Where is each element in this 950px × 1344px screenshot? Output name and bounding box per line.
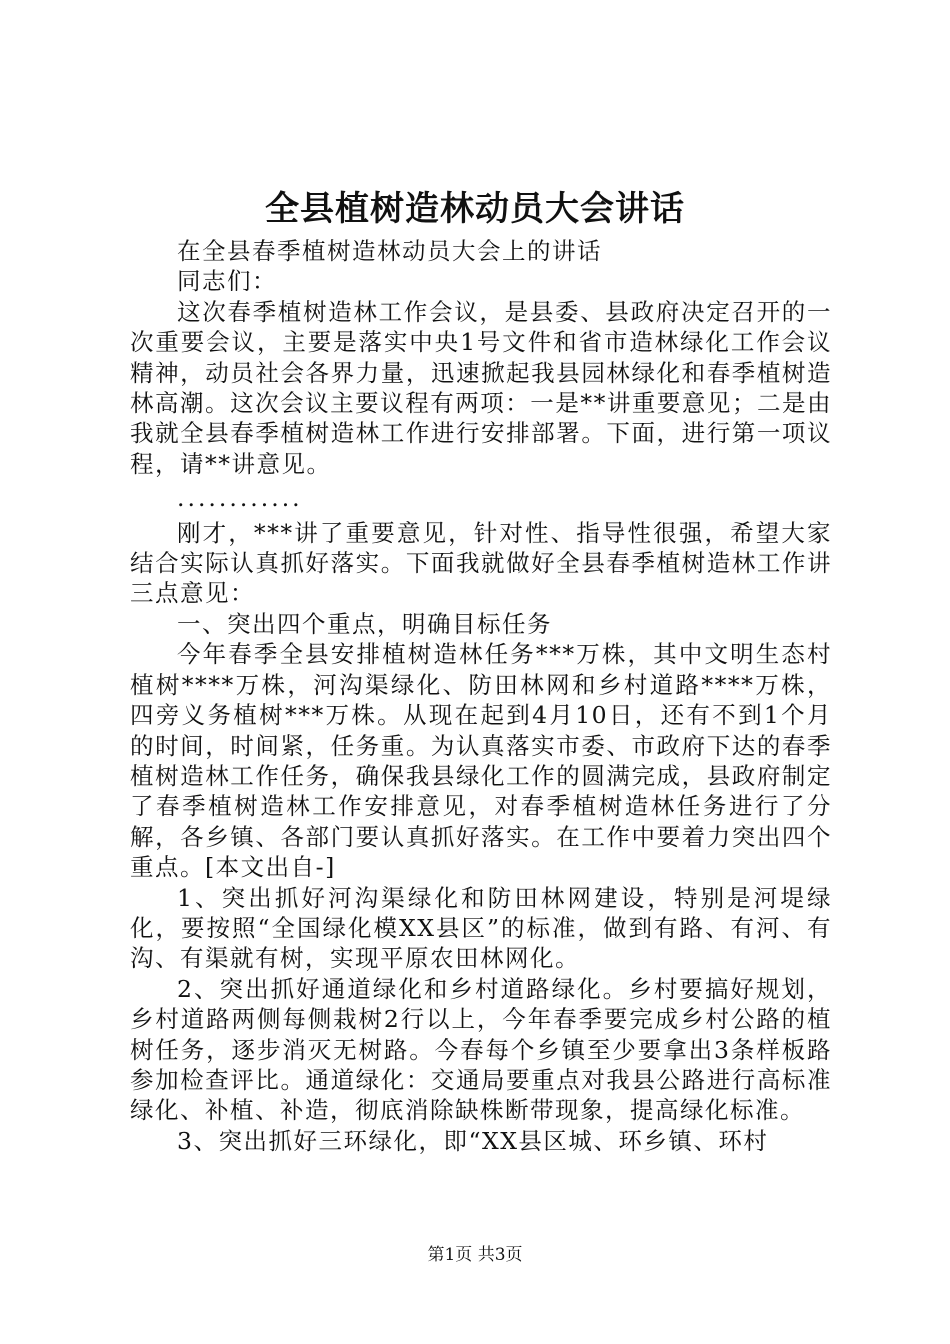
paragraph-opinions: 刚才，***讲了重要意见，针对性、指导性很强，希望大家结合实际认真抓好落实。下面我就做好全县春季植树造林工作讲三点意见： bbox=[130, 518, 832, 608]
page-indicator: 第1页 共3页 bbox=[427, 1245, 523, 1265]
list-item-1: 1、突出抓好河沟渠绿化和防田林网建设，特别是河堤绿化，要按照“全国绿化模XX县区”的标准，做到有路、有河、有沟、有渠就有树，实现平原农田林网化。 bbox=[130, 883, 832, 973]
list-item-3: 3、突出抓好三环绿化，即“XX县区城、环乡镇、环村 bbox=[177, 1126, 769, 1155]
ellipsis-divider: ............ bbox=[177, 484, 303, 513]
list-item-2: 2、突出抓好通道绿化和乡村道路绿化。乡村要搞好规划，乡村道路两侧每侧栽树2行以上，今年春季要完成乡村公路的植树任务，逐步消灭无树路。今春每个乡镇至少要拿出3条样板路参加检查评比。通道绿化：交通局要重点对我县公路进行高标准绿化、补植、补造，彻底消除缺株断带现象，提高绿化标准。 bbox=[130, 974, 832, 1125]
section-heading-1: 一、突出四个重点，明确目标任务 bbox=[177, 609, 552, 638]
paragraph-intro: 这次春季植树造林工作会议，是县委、县政府决定召开的一次重要会议，主要是落实中央1号文件和省市造林绿化工作会议精神，动员社会各界力量，迅速掀起我县园林绿化和春季植树造林高潮。这次会议主要议程有两项：一是**讲重要意见；二是由我就全县春季植树造林工作进行安排部署。下面，进行第一项议程，请**讲意见。 bbox=[130, 297, 832, 478]
salutation: 同志们： bbox=[177, 267, 277, 296]
document-title: 全县植树造林动员大会讲话 bbox=[265, 189, 685, 229]
paragraph-tasks: 今年春季全县安排植树造林任务***万株，其中文明生态村植树****万株，河沟渠绿化、防田林网和乡村道路****万株，四旁义务植树***万株。从现在起到4月10日，还有不到1个月的时间，时间紧，任务重。为认真落实市委、市政府下达的春季植树造林工作任务，确保我县绿化工作的圆满完成，县政府制定了春季植树造林工作安排意见，对春季植树造林任务进行了分解，各乡镇、各部门要认真抓好落实。在工作中要着力突出四个重点。[本文出自-] bbox=[130, 640, 832, 882]
speech-heading: 在全县春季植树造林动员大会上的讲话 bbox=[177, 237, 602, 265]
document-body bbox=[130, 236, 832, 1156]
